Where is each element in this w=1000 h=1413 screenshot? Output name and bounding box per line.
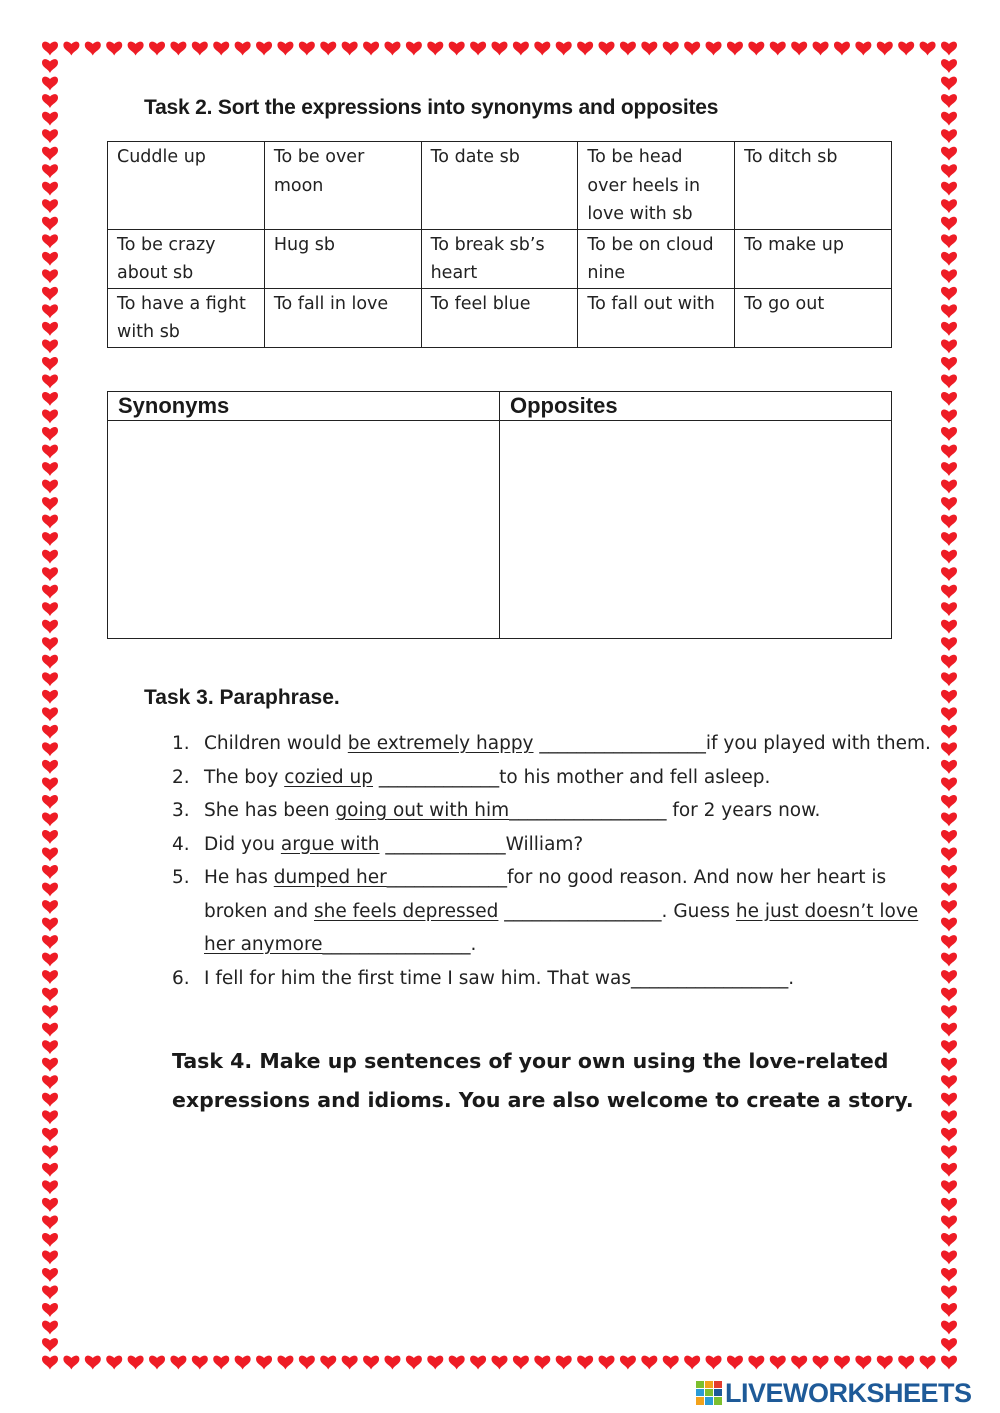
paraphrase-item <box>172 794 932 828</box>
item-number: 5. <box>172 867 190 888</box>
sentence-text: _____________for no good reason. And now her heart is broken and <box>204 867 887 922</box>
task4-instructions: Task 4. Make up sentences of your own using the love-related expressions and idioms. You are also welcome to create a story. <box>172 1049 914 1112</box>
brand-name: LIVEWORKSHEETS <box>725 1378 972 1408</box>
paraphrase-item <box>172 861 932 962</box>
expression-card[interactable]: To fall in love <box>264 288 421 347</box>
task2-title: Task 2. Sort the expressions into synonyms and opposites <box>144 96 719 119</box>
item-number: 3. <box>172 800 190 821</box>
expression-card[interactable]: To feel blue <box>421 288 578 347</box>
sentence-text: __________________if you played with them. <box>533 733 931 754</box>
item-number: 4. <box>172 833 190 855</box>
expression-card[interactable]: To have a fight with sb <box>108 288 265 347</box>
expression-card[interactable]: To break sb’s heart <box>421 229 578 288</box>
target-phrase: she feels depressed <box>314 900 499 922</box>
sentence-text: ________________. <box>322 934 477 955</box>
liveworksheets-logo-icon <box>696 1381 722 1405</box>
synonyms-drop-area[interactable] <box>108 421 500 639</box>
target-phrase: going out with him <box>335 800 510 821</box>
target-phrase: he just doesn’t love her anymore <box>204 900 919 955</box>
target-phrase: cozied up <box>284 766 374 788</box>
paraphrase-item <box>172 962 932 996</box>
sentence-text: _____________to his mother and fell asleep. <box>373 766 771 788</box>
item-number: 1. <box>172 733 190 754</box>
liveworksheets-brand <box>696 1378 972 1408</box>
sentence-text: _________________ for 2 years now. <box>509 800 821 821</box>
expression-card[interactable]: To be head over heels in love with sb <box>578 142 735 230</box>
expression-card[interactable]: To make up <box>735 229 892 288</box>
expressions-row <box>108 229 892 288</box>
target-phrase: argue with <box>280 833 380 855</box>
paraphrase-item <box>172 727 932 761</box>
synonyms-header: Synonyms <box>108 392 500 421</box>
expression-card[interactable]: To be over moon <box>264 142 421 230</box>
paraphrase-item <box>172 828 932 862</box>
sentence-text: He has <box>204 867 274 888</box>
expression-card[interactable]: To date sb <box>421 142 578 230</box>
sentence-text: Children would <box>204 733 348 754</box>
item-number: 2. <box>172 766 190 788</box>
expression-card[interactable]: To ditch sb <box>735 142 892 230</box>
expression-card[interactable]: To go out <box>735 288 892 347</box>
item-number: 6. <box>172 967 190 989</box>
expressions-table <box>107 141 892 348</box>
sentence-text: Did you <box>204 833 281 855</box>
expression-card[interactable]: To be on cloud nine <box>578 229 735 288</box>
opposites-drop-area[interactable] <box>500 421 892 639</box>
paraphrase-item <box>172 761 932 795</box>
expressions-row <box>108 288 892 347</box>
expression-card[interactable]: To be crazy about sb <box>108 229 265 288</box>
opposites-header: Opposites <box>500 392 892 421</box>
expressions-row <box>108 142 892 230</box>
target-phrase: dumped her <box>273 867 387 888</box>
expression-card[interactable]: To fall out with <box>578 288 735 347</box>
sentence-text: The boy <box>204 766 285 788</box>
task3-title: Task 3. Paraphrase. <box>144 686 340 709</box>
sentence-text: I fell for him the first time I saw him. That was_________________. <box>204 967 795 989</box>
sort-table <box>107 391 892 639</box>
sentence-text: _____________William? <box>379 833 584 855</box>
target-phrase: be extremely happy <box>347 733 534 754</box>
paraphrase-list <box>172 727 932 995</box>
expression-card[interactable]: Hug sb <box>264 229 421 288</box>
expression-card[interactable]: Cuddle up <box>108 142 265 230</box>
sentence-text: She has been <box>204 800 336 821</box>
sentence-text: _________________. Guess <box>498 900 736 922</box>
